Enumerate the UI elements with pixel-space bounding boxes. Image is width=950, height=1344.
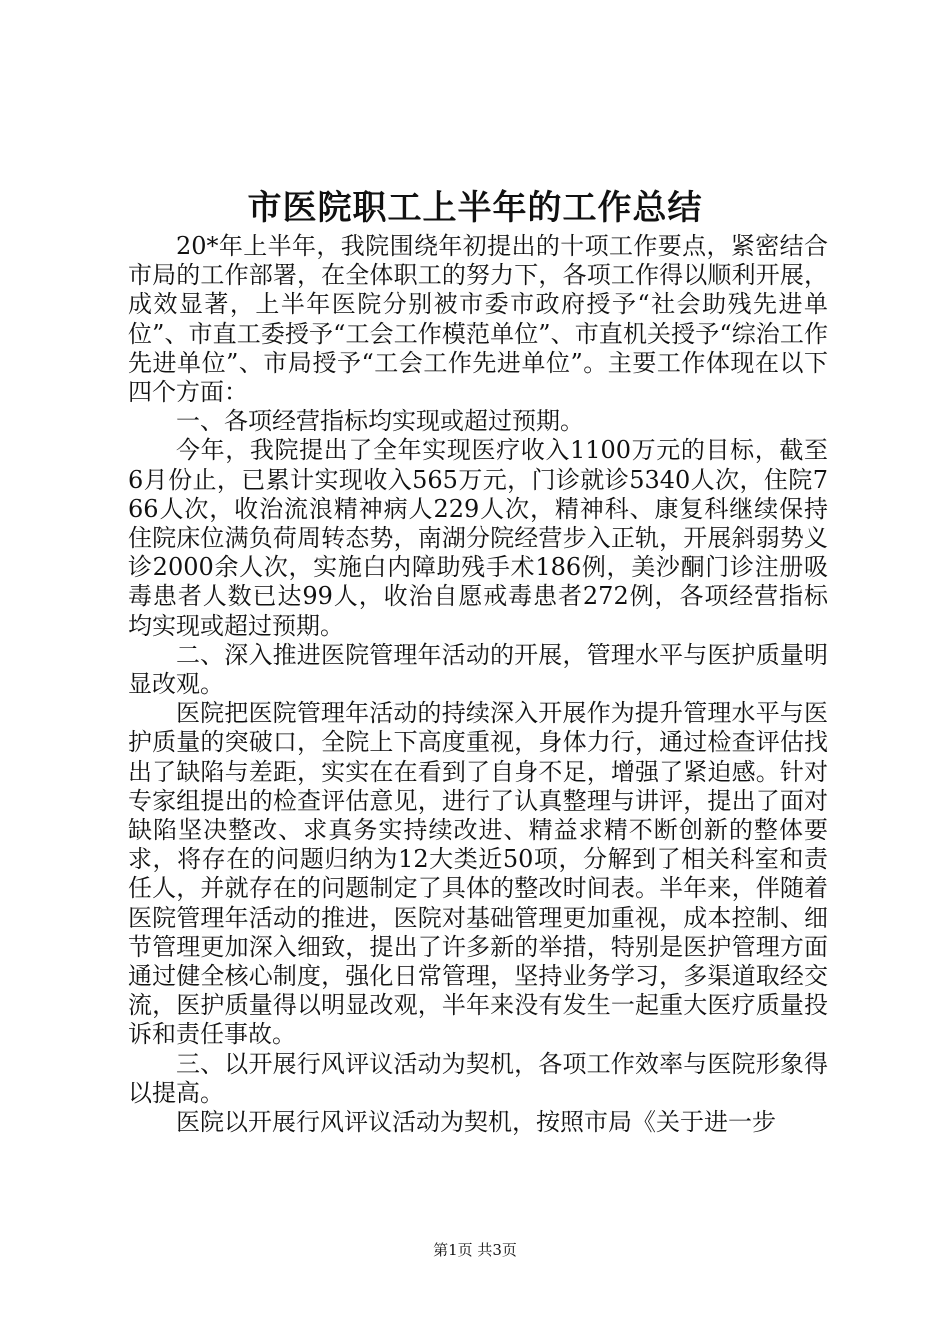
document-title: 市医院职工上半年的工作总结 — [247, 188, 703, 228]
paragraph-section-3: 医院以开展行风评议活动为契机，按照市局《关于进一步 — [176, 1108, 776, 1137]
paragraph-section-1: 今年，我院提出了全年实现医疗收入1100万元的目标，截至6月份止，已累计实现收入565万元，门诊就诊5340人次，住院766人次，收治流浪精神病人229人次，精神科、康复科继续保持住院床位满负荷周转态势，南湖分院经营步入正轨，开展斜弱势义诊2000余人次，实施白内障助残手术186例，美沙酮门诊注册吸毒患者人数已达99人，收治自愿戒毒患者272例，各项经营指标均实现或超过预期。 — [128, 436, 828, 640]
paragraph-intro: 20*年上半年，我院围绕年初提出的十项工作要点，紧密结合市局的工作部署，在全体职工的努力下，各项工作得以顺利开展，成效显著，上半年医院分别被市委市政府授予“社会助残先进单位”、市直工委授予“工会工作模范单位”、市直机关授予“综治工作先进单位”、市局授予“工会工作先进单位”。主要工作体现在以下四个方面： — [128, 232, 828, 407]
section-heading-3: 三、以开展行风评议活动为契机，各项工作效率与医院形象得以提高。 — [128, 1049, 828, 1107]
page-number-footer: 第1页 共3页 — [433, 1241, 517, 1259]
section-heading-1: 一、各项经营指标均实现或超过预期。 — [176, 407, 584, 436]
document-body — [128, 232, 828, 1137]
paragraph-section-2: 医院把医院管理年活动的持续深入开展作为提升管理水平与医护质量的突破口，全院上下高度重视，身体力行，通过检查评估找出了缺陷与差距，实实在在看到了自身不足，增强了紧迫感。针对专家组提出的检查评估意见，进行了认真整理与讲评，提出了面对缺陷坚决整改、求真务实持续改进、精益求精不断创新的整体要求，将存在的问题归纳为12大类近50项，分解到了相关科室和责任人，并就存在的问题制定了具体的整改时间表。半年来，伴随着医院管理年活动的推进，医院对基础管理更加重视，成本控制、细节管理更加深入细致，提出了许多新的举措，特别是医护管理方面通过健全核心制度，强化日常管理，坚持业务学习，多渠道取经交流，医护质量得以明显改观，半年来没有发生一起重大医疗质量投诉和责任事故。 — [128, 699, 828, 1049]
section-heading-2: 二、深入推进医院管理年活动的开展，管理水平与医护质量明显改观。 — [128, 640, 828, 699]
